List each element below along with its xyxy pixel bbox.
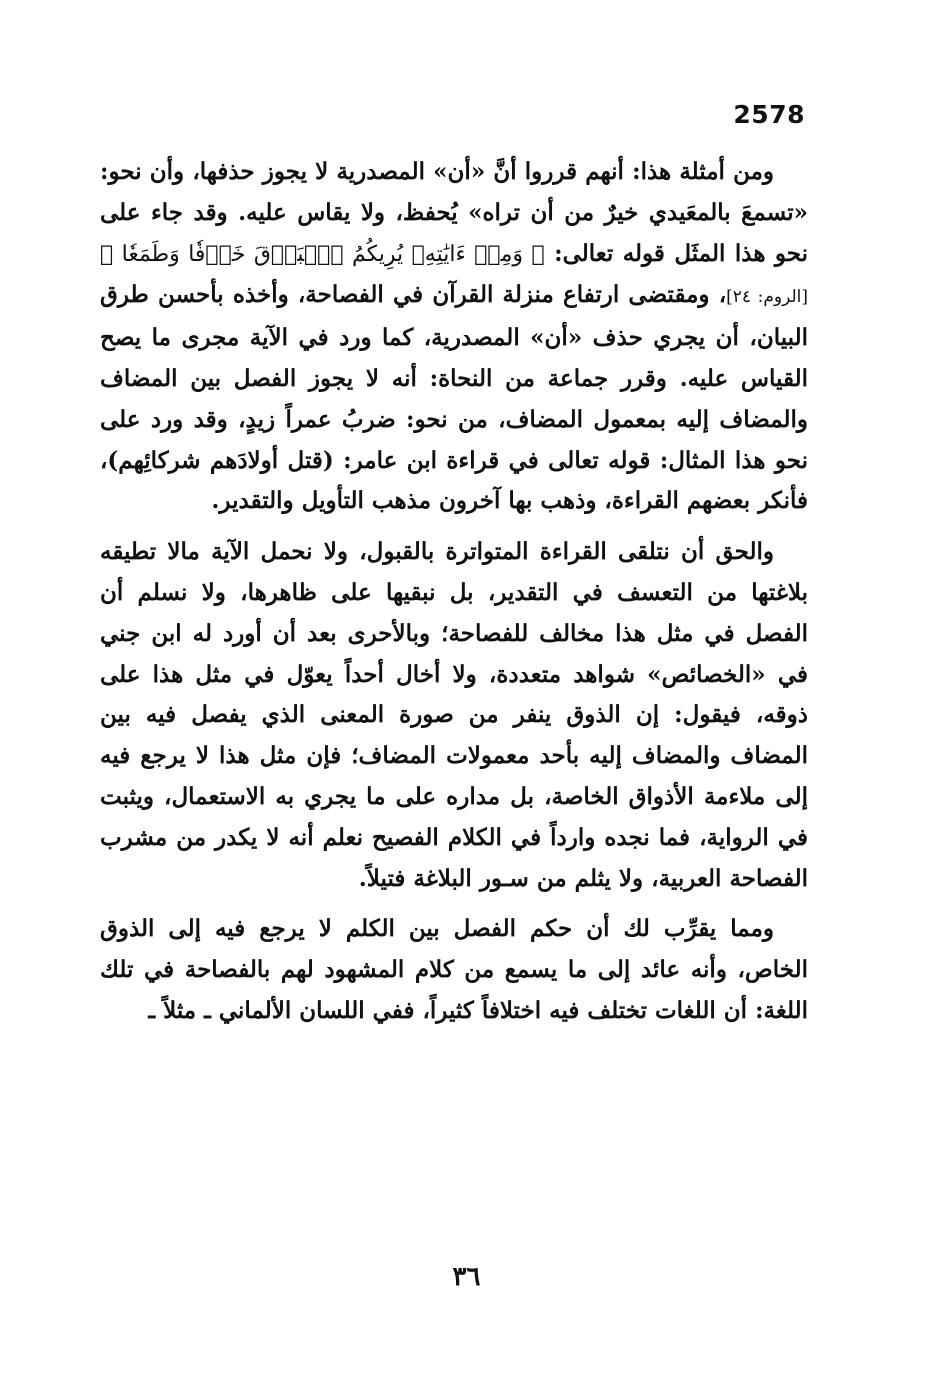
- page-number-bottom: ٣٦: [452, 1262, 481, 1292]
- paragraph-1-before-verse: ومن أمثلة هذا: أنهم قرروا أنَّ «أن» المصدرية لا يجوز حذفها، وأن نحو: «تسمعَ بالمعَيدي خيرٌ من أن تراه» يُحفظ، ولا يقاس عليه. وقد جاء على نحو هذا المثَل قوله تعالى:: [100, 158, 809, 267]
- page-number-top: 2578: [733, 100, 805, 129]
- paragraph-1-after-verse: ، ومقتضى ارتفاع منزلة القرآن في الفصاحة، وأخذه بأحسن طرق البيان، أن يجري حذف «أن» المصدرية، كما ورد في الآية مجرى ما يصح القياس عليه. وقرر جماعة من النحاة: أنه لا يجوز الفصل بين المضاف والمضاف إليه بمعمول المضاف، من نحو: ضربُ عمراً زيدٍ، وقد ورد على نحو هذا المثال: قوله تعالى في قراءة ابن عامر: (قتل أولادَهم شركائِهم)، فأنكر بعضهم القراءة، وذهب بها آخرون مذهب التأويل والتقدير.: [100, 281, 808, 515]
- quran-verse: ﴿ وَمِنۡ ءَايَٰتِهِۦ يُرِيكُمُ ٱلۡبَرۡقَ خَوۡفٗا وَطَمَعٗا ﴾: [100, 241, 545, 267]
- verse-reference: [الروم: ٢٤]: [726, 287, 808, 308]
- text-body: [100, 152, 808, 1032]
- paragraph-3: ومما يقرِّب لك أن حكم الفصل بين الكلم لا يرجع فيه إلى الذوق الخاص، وأنه عائد إلى ما يسمع من كلام المشهود لهم بالفصاحة في تلك اللغة: أن اللغات تختلف فيه اختلافاً كثيراً، ففي اللسان الألماني ـ مثلاً ـ: [100, 915, 808, 1024]
- paragraph-2: والحق أن نتلقى القراءة المتواترة بالقبول، ولا نحمل الآية مالا تطيقه بلاغتها من التعسف في التقدير، بل نبقيها على ظاهرها، ولا نسلم أن الفصل في مثل هذا مخالف للفصاحة؛ وبالأحرى بعد أن أورد له ابن جني في «الخصائص» شواهد متعددة، ولا أخال أحداً يعوّل في مثل هذا على ذوقه، فيقول: إن الذوق ينفر من صورة المعنى الذي يفصل فيه بين المضاف والمضاف إليه بأحد معمولات المضاف؛ فإن مثل هذا لا يرجع فيه إلى ملاءمة الأذواق الخاصة، بل مداره على ما يجري به الاستعمال، ويثبت في الرواية، فما نجده وارداً في الكلام الفصيح نعلم أنه لا يكدر من مشرب الفصاحة العربية، ولا يثلم من سـور البلاغة فتيلاً.: [100, 538, 808, 892]
- paragraph-1: [100, 152, 808, 522]
